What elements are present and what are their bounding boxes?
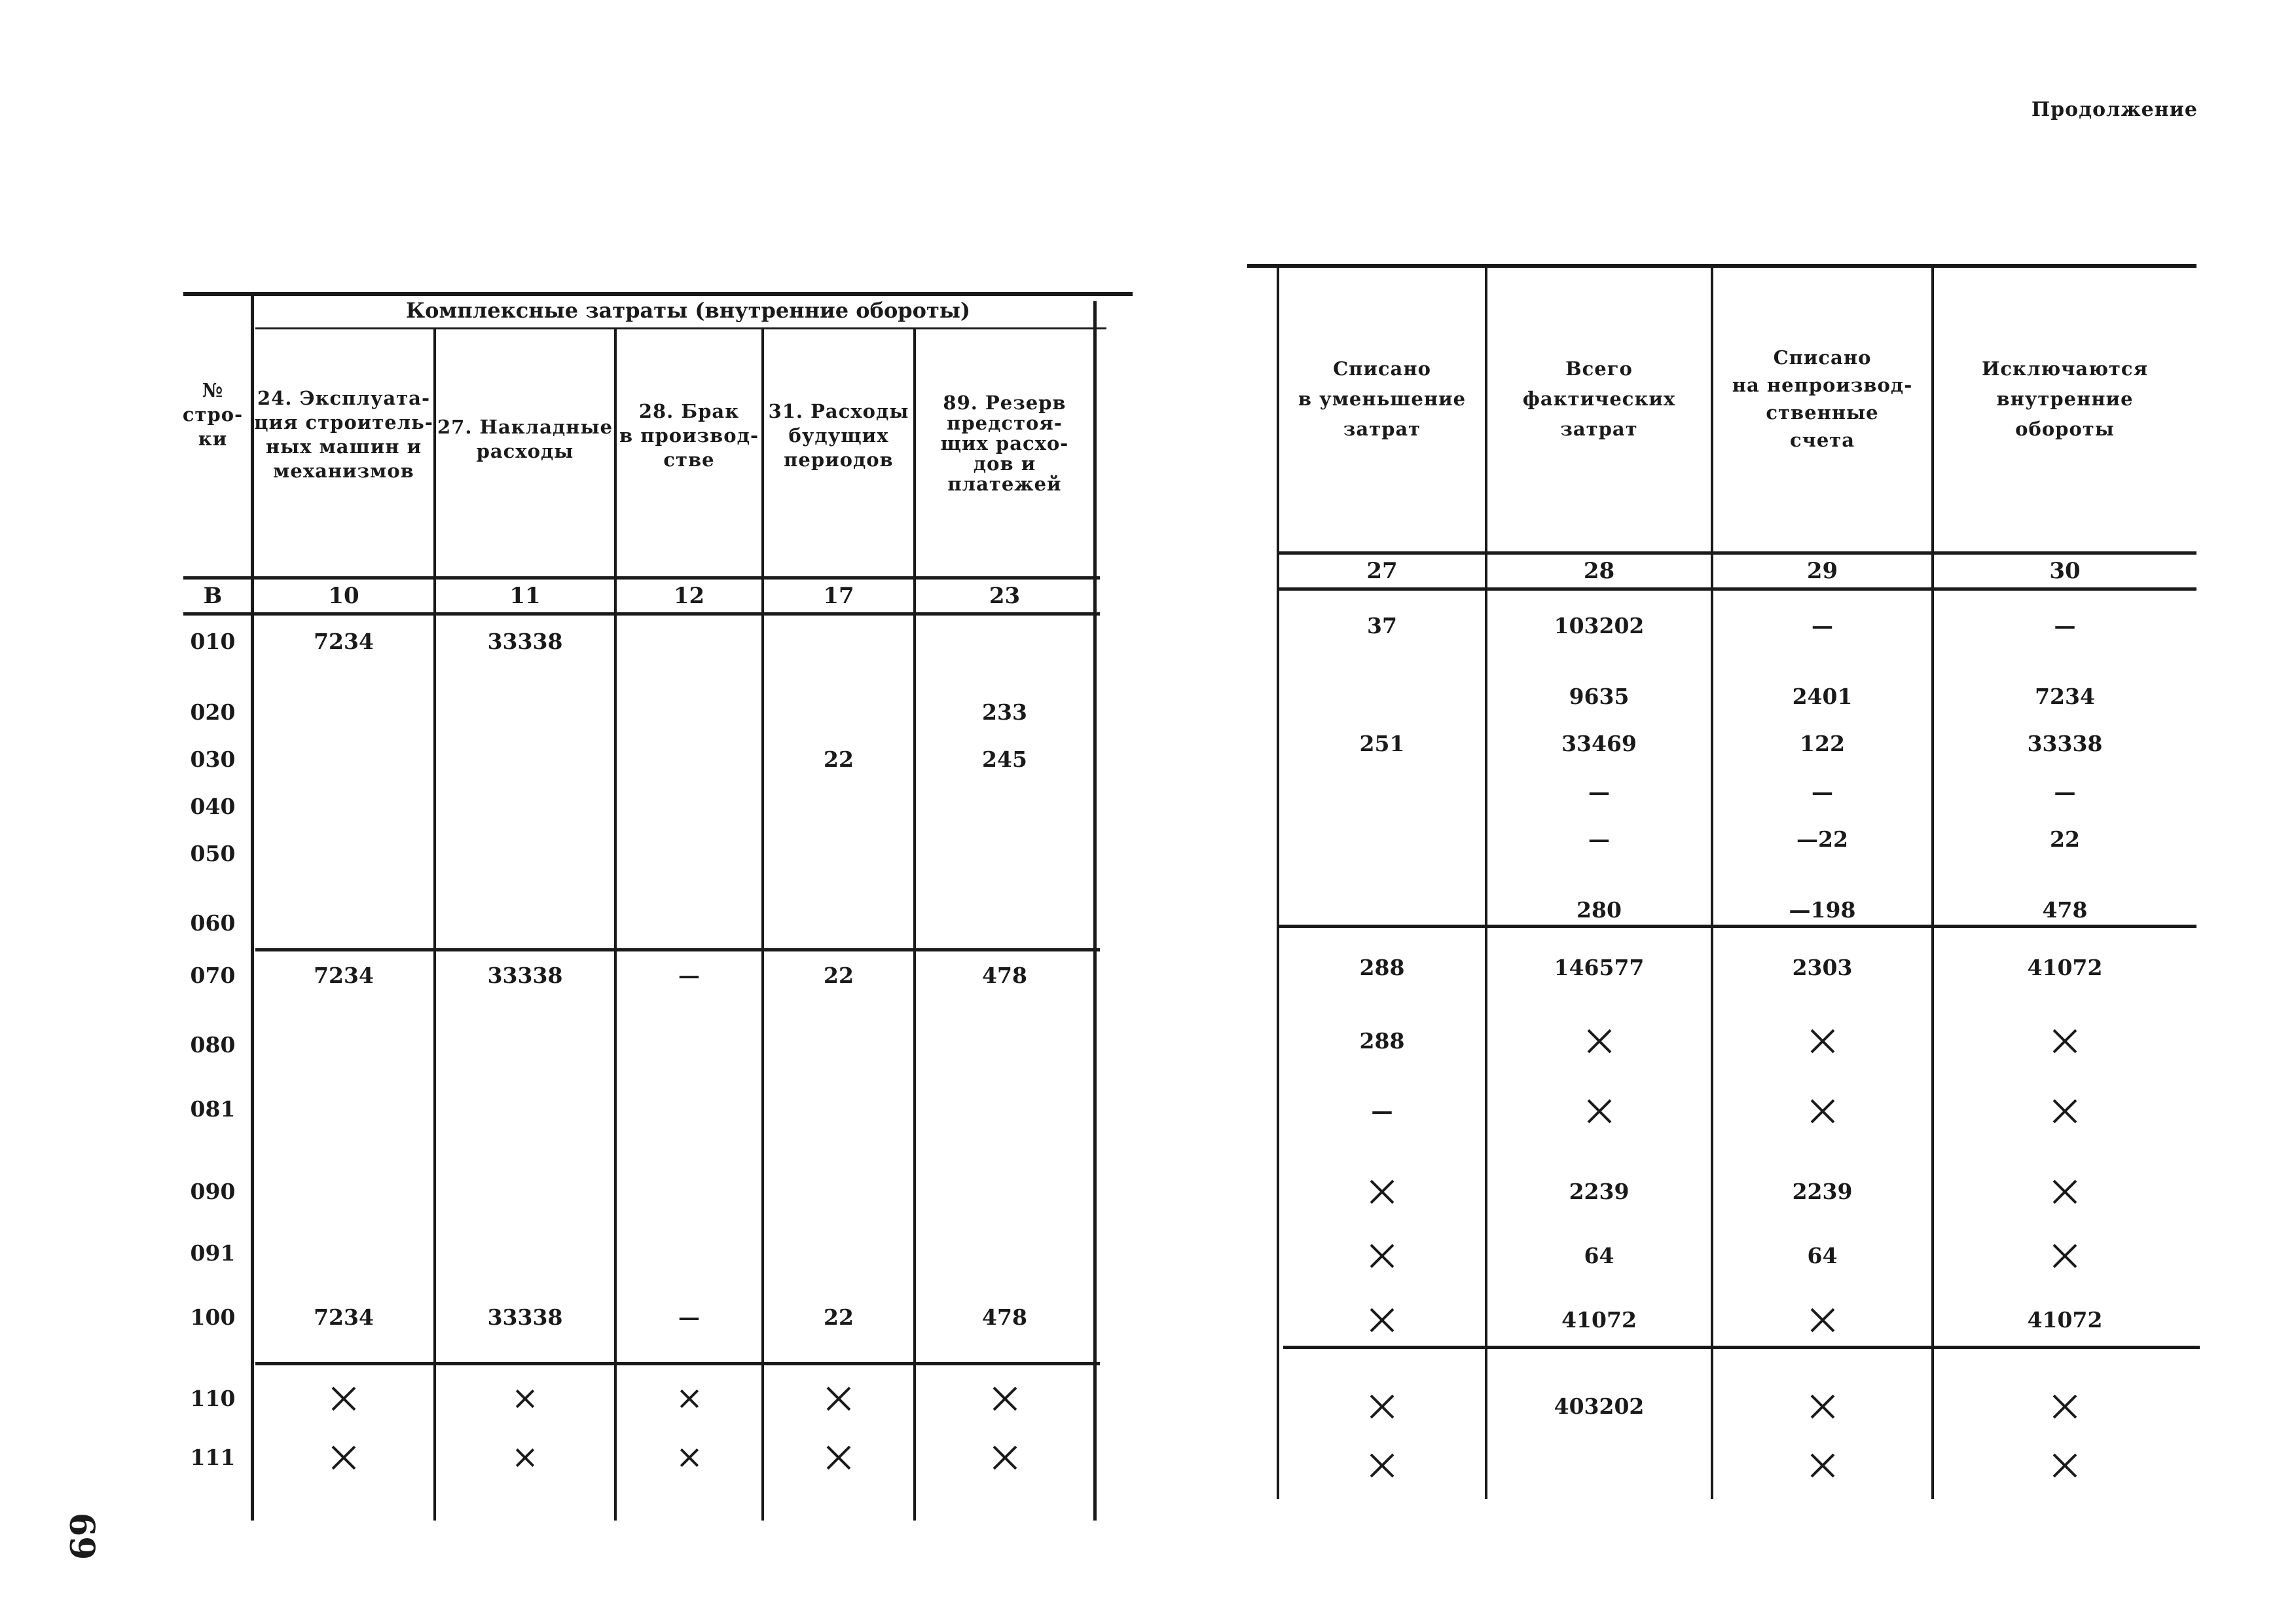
row-number: 010 [190, 629, 236, 654]
cross-mark [2052, 1243, 2078, 1269]
cross-mark [512, 1386, 538, 1412]
table-cell: 403202 [1554, 1393, 1645, 1419]
row-number: 081 [190, 1096, 236, 1122]
table-cell: — [678, 1304, 700, 1330]
table-cell: 22 [824, 747, 854, 772]
table-cell: 245 [982, 747, 1027, 772]
row-number: 050 [190, 841, 236, 866]
cross-mark [2052, 1179, 2078, 1205]
table-cell: — [1371, 1098, 1393, 1124]
cross-mark [331, 1445, 357, 1471]
cross-mark [331, 1386, 357, 1412]
column-header-total-actual: Всего фактических затрат [1522, 358, 1676, 440]
table-cell: 478 [982, 1304, 1027, 1330]
row-number: 070 [190, 963, 236, 988]
row-number: 040 [190, 794, 236, 819]
cross-mark [2052, 1098, 2078, 1124]
cross-mark [1369, 1179, 1395, 1205]
column-header-28: 28. Брак в производ- стве [619, 400, 759, 471]
cross-mark [1810, 1452, 1836, 1479]
table-cell: 64 [1584, 1243, 1614, 1268]
row-number: 080 [190, 1032, 236, 1058]
cross-mark [826, 1386, 852, 1412]
table-cell: 2239 [1792, 1179, 1853, 1204]
row-number: 100 [190, 1304, 236, 1330]
column-code: 23 [989, 583, 1021, 609]
row-number: 090 [190, 1179, 236, 1204]
column-code: 11 [509, 583, 541, 609]
cross-mark [2052, 1452, 2078, 1479]
table-cell: 2303 [1792, 955, 1853, 980]
cross-mark [1810, 1307, 1836, 1333]
continuation-label: Продолжение [2031, 98, 2198, 121]
column-header-internal-turnover: Исключаются внутренние обороты [1982, 358, 2148, 440]
cross-mark [1810, 1028, 1836, 1054]
column-header-non-production: Списано на непроизвод- ственные счета [1732, 346, 1913, 451]
table-cell: 33338 [487, 629, 563, 654]
table-cell: 7234 [2035, 684, 2095, 709]
table-cell: 22 [824, 1304, 854, 1330]
table-cell: — [1588, 779, 1610, 805]
table-cell: 103202 [1554, 613, 1645, 638]
cross-mark [2052, 1028, 2078, 1054]
table-cell: 251 [1359, 731, 1405, 756]
table-cell: 33338 [487, 1304, 563, 1330]
cross-mark [1586, 1098, 1613, 1124]
group-header: Комплексные затраты (внутренние обороты) [406, 298, 971, 323]
table-cell: 288 [1359, 1028, 1405, 1054]
table-cell: 2239 [1569, 1179, 1630, 1204]
column-header-31: 31. Расходы будущих периодов [768, 400, 909, 471]
cross-mark [1586, 1028, 1613, 1054]
table-cell: — [1812, 613, 1833, 638]
table-cell: — [2054, 613, 2076, 638]
row-number: 020 [190, 699, 236, 725]
row-number: 060 [190, 910, 236, 936]
cross-mark [1810, 1098, 1836, 1124]
row-number-header: № стро- ки [182, 379, 244, 450]
table-cell: 233 [982, 699, 1027, 725]
row-number: 110 [190, 1386, 236, 1411]
column-code: 29 [1806, 558, 1838, 584]
table-cell: —22 [1796, 826, 1848, 852]
table-cell: 7234 [314, 629, 374, 654]
cross-mark [1810, 1393, 1836, 1420]
table-cell: 280 [1576, 897, 1622, 923]
table-cell: — [678, 963, 700, 988]
table-cell: 33469 [1561, 731, 1637, 756]
cross-mark [676, 1386, 702, 1412]
column-code: 28 [1583, 558, 1615, 584]
column-code: 30 [2049, 558, 2081, 584]
cross-mark [2052, 1393, 2078, 1420]
cross-mark [676, 1445, 702, 1471]
row-code-label: В [203, 583, 223, 609]
page-number: 69 [62, 1513, 101, 1560]
column-header-27: 27. Накладные расходы [437, 416, 613, 462]
table-cell: 64 [1807, 1243, 1838, 1268]
cross-mark [512, 1445, 538, 1471]
table-cell: 146577 [1554, 955, 1645, 980]
table-cell: 22 [2050, 826, 2080, 852]
table-cell: 33338 [487, 963, 563, 988]
column-code: 27 [1366, 558, 1398, 584]
row-number: 091 [190, 1240, 236, 1266]
row-number: 111 [190, 1445, 236, 1470]
cross-mark [826, 1445, 852, 1471]
table-cell: 2401 [1792, 684, 1853, 709]
cross-mark [992, 1386, 1018, 1412]
column-code: 12 [673, 583, 705, 609]
table-cell: 9635 [1569, 684, 1630, 709]
table-cell: — [2054, 779, 2076, 805]
table-cell: 37 [1367, 613, 1397, 638]
table-cell: 122 [1800, 731, 1845, 756]
column-header-written-off-reduction: Списано в уменьшение затрат [1298, 358, 1467, 440]
row-number: 030 [190, 747, 236, 772]
table-cell: 41072 [2027, 1307, 2103, 1333]
column-header-89: 89. Резерв предстоя- щих расхо- дов и платежей [940, 392, 1069, 495]
cross-mark [1369, 1393, 1395, 1420]
table-cell: 7234 [314, 963, 374, 988]
cross-mark [1369, 1452, 1395, 1479]
table-cell: —198 [1789, 897, 1856, 923]
table-cell: 22 [824, 963, 854, 988]
cross-mark [1369, 1243, 1395, 1269]
table-cell: 478 [2042, 897, 2088, 923]
table-cell: — [1812, 779, 1833, 805]
column-header-24: 24. Эксплуата- ция строитель- ных машин и механизмов [254, 387, 433, 482]
column-code: 10 [328, 583, 359, 609]
table-cell: 41072 [2027, 955, 2103, 980]
table-cell: 33338 [2027, 731, 2103, 756]
table-cell: 7234 [314, 1304, 374, 1330]
table-cell: 288 [1359, 955, 1405, 980]
cross-mark [992, 1445, 1018, 1471]
table-cell: 41072 [1561, 1307, 1637, 1333]
cross-mark [1369, 1307, 1395, 1333]
column-code: 17 [823, 583, 854, 609]
table-cell: 478 [982, 963, 1027, 988]
table-cell: — [1588, 826, 1610, 852]
